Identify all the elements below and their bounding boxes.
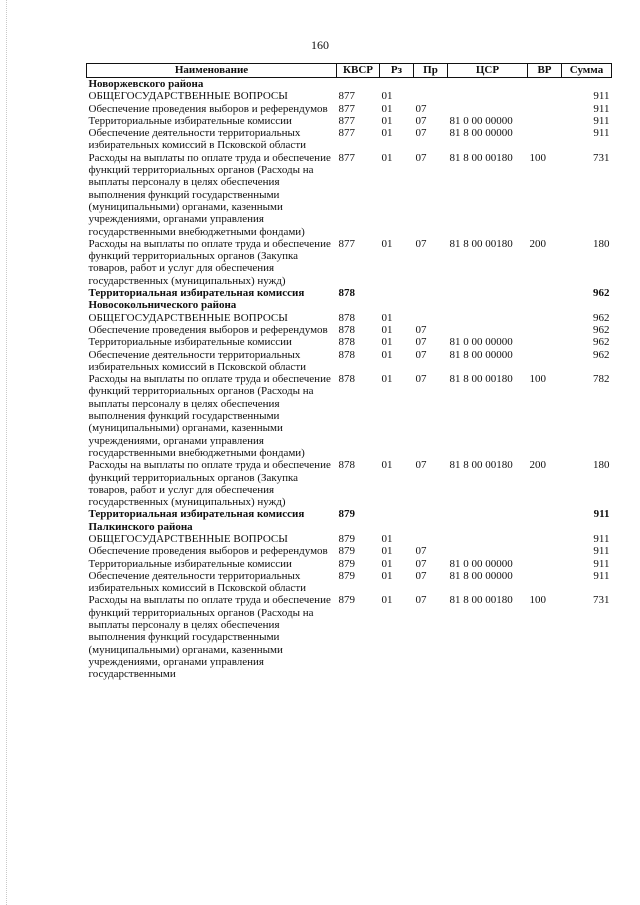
table-header-row	[87, 64, 612, 78]
cell-vr	[528, 312, 562, 324]
cell-pr: 07	[415, 373, 427, 386]
cell-kvsr: 878	[338, 323, 355, 336]
cell-name: Обеспечение деятельности территориальных избирательных комиссий в Псковской области	[88, 569, 307, 595]
cell-vr	[528, 508, 562, 533]
cell-csr	[448, 103, 528, 115]
cell-vr: 100	[529, 594, 546, 607]
cell-name: Территориальная избирательная комиссия Новосокольнического района	[88, 287, 305, 312]
cell-rz: 01	[381, 569, 393, 582]
cell-rz: 01	[381, 557, 393, 570]
cell-sum: 962	[593, 287, 610, 300]
cell-kvsr: 878	[338, 287, 355, 300]
cell-rz: 01	[381, 323, 393, 336]
cell-name: Расходы на выплаты по оплате труда и обеспечение функций территориальных органов (Расходы на выплаты персоналу в целях обеспечения выполнения функций государственными (муниципальными) органами, казенными учреждениями, органами управления государственными внебюджетными фондами)	[88, 373, 331, 459]
cell-pr	[414, 78, 448, 91]
cell-csr: 81 8 00 00180	[449, 594, 513, 607]
cell-sum: 962	[593, 311, 610, 324]
cell-vr	[528, 90, 562, 102]
cell-rz: 01	[381, 373, 393, 386]
cell-pr	[414, 533, 448, 545]
header-name: Наименование	[87, 64, 337, 78]
cell-kvsr: 877	[338, 90, 355, 103]
table-row	[87, 594, 612, 680]
cell-kvsr: 878	[338, 348, 355, 361]
budget-table	[86, 63, 612, 681]
cell-pr: 07	[415, 127, 427, 140]
cell-name: ОБЩЕГОСУДАРСТВЕННЫЕ ВОПРОСЫ	[88, 311, 288, 324]
cell-sum: 180	[593, 459, 610, 472]
cell-name: Новоржевского района	[88, 78, 204, 90]
cell-pr: 07	[415, 102, 427, 115]
cell-sum: 911	[593, 102, 610, 115]
cell-vr	[528, 570, 562, 595]
cell-sum: 911	[593, 508, 610, 521]
cell-csr: 81 0 00 00000	[449, 557, 513, 570]
cell-pr: 07	[415, 348, 427, 361]
cell-csr	[448, 287, 528, 312]
cell-csr: 81 8 00 00180	[449, 459, 513, 472]
cell-kvsr: 878	[338, 373, 355, 386]
cell-sum: 911	[593, 532, 610, 545]
cell-name: Территориальные избирательные комиссии	[88, 114, 292, 127]
cell-sum: 911	[593, 127, 610, 140]
cell-csr	[448, 545, 528, 557]
cell-rz: 01	[381, 336, 393, 349]
cell-csr: 81 8 00 00000	[449, 569, 513, 582]
cell-csr	[448, 508, 528, 533]
table-row-organization	[87, 78, 612, 91]
header-vr: ВР	[528, 64, 562, 78]
cell-rz: 01	[381, 532, 393, 545]
cell-rz	[380, 508, 414, 533]
cell-vr	[528, 533, 562, 545]
cell-csr: 81 8 00 00000	[449, 127, 513, 140]
cell-pr: 07	[415, 151, 427, 164]
cell-name: Территориальные избирательные комиссии	[88, 336, 292, 349]
cell-kvsr: 878	[338, 459, 355, 472]
table-row	[87, 324, 612, 336]
cell-kvsr: 879	[338, 545, 355, 558]
cell-pr: 07	[415, 557, 427, 570]
table-row	[87, 349, 612, 374]
cell-vr	[528, 349, 562, 374]
table-row	[87, 312, 612, 324]
table-row	[87, 127, 612, 152]
cell-kvsr: 877	[338, 114, 355, 127]
cell-kvsr	[337, 78, 380, 91]
table-row	[87, 115, 612, 127]
cell-rz: 01	[381, 102, 393, 115]
table-row	[87, 90, 612, 102]
cell-rz: 01	[381, 594, 393, 607]
cell-vr	[528, 324, 562, 336]
cell-vr: 100	[529, 151, 546, 164]
cell-name: Обеспечение проведения выборов и референдумов	[88, 102, 328, 115]
cell-sum: 911	[593, 114, 610, 127]
table-row	[87, 459, 612, 508]
cell-name: Расходы на выплаты по оплате труда и обеспечение функций территориальных органов (Расходы на выплаты персоналу в целях обеспечения выполнения функций государственными (муниципальными) органами, казенными учреждениями, органами управления государственными	[88, 594, 331, 681]
cell-csr	[448, 78, 528, 91]
cell-sum: 180	[593, 237, 610, 250]
cell-pr	[414, 508, 448, 533]
table-row-organization	[87, 508, 612, 533]
cell-csr: 81 8 00 00180	[449, 237, 513, 250]
cell-rz: 01	[381, 151, 393, 164]
cell-kvsr: 879	[338, 569, 355, 582]
cell-sum: 731	[593, 151, 610, 164]
cell-vr: 100	[529, 373, 546, 386]
cell-vr	[528, 115, 562, 127]
header-sum: Сумма	[562, 64, 612, 78]
cell-rz: 01	[381, 311, 393, 324]
cell-rz: 01	[381, 114, 393, 127]
cell-name: Обеспечение проведения выборов и референдумов	[88, 545, 328, 558]
cell-csr: 81 8 00 00180	[449, 151, 513, 164]
table-row	[87, 238, 612, 287]
cell-rz	[380, 287, 414, 312]
table-row	[87, 103, 612, 115]
cell-name: Территориальная избирательная комиссия Палкинского района	[88, 508, 305, 533]
table-row	[87, 152, 612, 238]
cell-pr: 07	[415, 459, 427, 472]
cell-name: Расходы на выплаты по оплате труда и обеспечение функций территориальных органов (Расходы на выплаты персоналу в целях обеспечения выполнения функций государственными (муниципальными) органами, казенными учреждениями, органами управления государственными внебюджетными фондами)	[88, 151, 331, 238]
cell-kvsr: 879	[338, 532, 355, 545]
cell-vr	[528, 558, 562, 570]
cell-csr: 81 8 00 00000	[449, 348, 513, 361]
cell-sum	[562, 78, 612, 91]
cell-rz: 01	[381, 237, 393, 250]
header-kvsr: КВСР	[337, 64, 380, 78]
cell-vr	[528, 103, 562, 115]
cell-vr	[528, 78, 562, 91]
cell-vr	[528, 287, 562, 312]
cell-pr: 07	[415, 114, 427, 127]
cell-kvsr: 878	[338, 336, 355, 349]
cell-vr	[528, 545, 562, 557]
cell-rz: 01	[381, 545, 393, 558]
cell-kvsr: 879	[338, 594, 355, 607]
table-row	[87, 570, 612, 595]
table-row	[87, 545, 612, 557]
cell-name: Территориальные избирательные комиссии	[88, 557, 292, 570]
cell-pr: 07	[415, 336, 427, 349]
cell-kvsr: 879	[338, 508, 355, 521]
cell-name: Расходы на выплаты по оплате труда и обеспечение функций территориальных органов (Закупка товаров, работ и услуг для обеспечения государственных (муниципальных) нужд)	[88, 459, 331, 509]
cell-kvsr: 877	[338, 127, 355, 140]
cell-pr: 07	[415, 594, 427, 607]
cell-csr	[448, 312, 528, 324]
cell-pr: 07	[415, 545, 427, 558]
cell-name: ОБЩЕГОСУДАРСТВЕННЫЕ ВОПРОСЫ	[88, 90, 288, 103]
cell-kvsr: 877	[338, 151, 355, 164]
page-number: 160	[311, 38, 329, 52]
cell-rz: 01	[381, 348, 393, 361]
cell-pr	[414, 90, 448, 102]
cell-pr	[414, 287, 448, 312]
cell-csr	[448, 324, 528, 336]
table-row	[87, 336, 612, 348]
cell-name: Расходы на выплаты по оплате труда и обеспечение функций территориальных органов (Закупка товаров, работ и услуг для обеспечения государственных (муниципальных) нужд)	[88, 237, 331, 287]
cell-rz	[380, 78, 414, 91]
cell-kvsr: 877	[338, 237, 355, 250]
cell-name: Обеспечение деятельности территориальных избирательных комиссий в Псковской области	[88, 348, 307, 373]
cell-sum: 911	[593, 569, 610, 582]
cell-sum: 911	[593, 90, 610, 103]
cell-csr: 81 8 00 00180	[449, 373, 513, 386]
header-rz: Рз	[380, 64, 414, 78]
cell-vr	[528, 336, 562, 348]
cell-csr: 81 0 00 00000	[449, 114, 513, 127]
cell-sum: 731	[593, 594, 610, 607]
cell-rz: 01	[381, 459, 393, 472]
cell-sum: 962	[593, 323, 610, 336]
cell-rz: 01	[381, 127, 393, 140]
cell-name: Обеспечение деятельности территориальных избирательных комиссий в Псковской области	[88, 127, 307, 152]
cell-vr: 200	[529, 459, 546, 472]
cell-rz: 01	[381, 90, 393, 103]
table-body	[87, 78, 612, 681]
cell-name: ОБЩЕГОСУДАРСТВЕННЫЕ ВОПРОСЫ	[88, 532, 288, 545]
cell-pr	[414, 312, 448, 324]
header-csr: ЦСР	[448, 64, 528, 78]
scan-edge	[6, 0, 8, 905]
table-row	[87, 533, 612, 545]
cell-kvsr: 879	[338, 557, 355, 570]
cell-csr: 81 0 00 00000	[449, 336, 513, 349]
cell-sum: 962	[593, 336, 610, 349]
table-row	[87, 373, 612, 459]
table-row-organization	[87, 287, 612, 312]
header-pr: Пр	[414, 64, 448, 78]
cell-name: Обеспечение проведения выборов и референдумов	[88, 323, 328, 336]
cell-pr: 07	[415, 323, 427, 336]
cell-sum: 911	[593, 557, 610, 570]
cell-pr: 07	[415, 569, 427, 582]
cell-kvsr: 878	[338, 311, 355, 324]
cell-sum: 782	[593, 373, 610, 386]
cell-kvsr: 877	[338, 102, 355, 115]
cell-sum: 962	[593, 348, 610, 361]
cell-sum: 911	[593, 545, 610, 558]
cell-pr: 07	[415, 237, 427, 250]
cell-vr	[528, 127, 562, 152]
cell-csr	[448, 533, 528, 545]
cell-vr: 200	[529, 237, 546, 250]
cell-csr	[448, 90, 528, 102]
table-row	[87, 558, 612, 570]
